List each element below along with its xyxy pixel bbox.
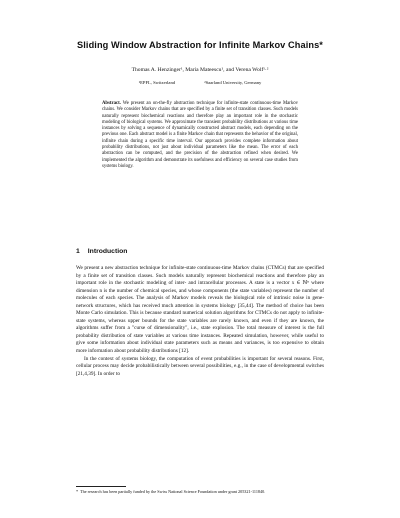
abstract-label: Abstract. <box>102 101 121 106</box>
paper-title: Sliding Window Abstraction for Infinite Markov Chains* <box>77 40 323 50</box>
affiliation-epfl: ¹EPFL, Switzerland <box>138 80 176 85</box>
body-paragraph: In the context of systems biology, the computation of event probabilities is important for several reasons. First, cellular process may decide probabilistically between several possibilities, e.g., in the case of developmental switches [21,4,39]. In order to <box>76 355 324 377</box>
footnote-rule <box>76 486 126 487</box>
affiliations <box>40 80 360 85</box>
abstract-text: We present an on-the-fly abstraction technique for infinite-state continuous-time Markov chains. We consider Markov chains that are specified by a finite set of transition classes. Such models naturally represent biochemical reactions and therefore play an important role in the stochastic modeling of biological systems. We approximate the transient probability distributions at various time instances by solving a sequence of dynamically constructed abstract models, each depending on the previous one. Each abstract model is a finite Markov chain that represents the behavior of the original, infinite chain during a specific time interval. Our approach provides complete information about probability distributions, not just about individual parameters like the mean. The error of each abstraction can be computed, and the precision of the abstraction refined when desired. We implemented the algorithm and demonstrate its usefulness and efficiency on several case studies from systems biology. <box>102 101 298 169</box>
abstract <box>102 101 298 170</box>
affiliation-saarland: ²Saarland University, Germany <box>204 80 262 85</box>
section-title: Introduction <box>87 248 128 255</box>
section-heading <box>76 248 326 255</box>
footnote-text: The research has been partially funded by the Swiss National Science Foundation under grant 205321-111840. <box>80 489 266 494</box>
section-body <box>76 265 324 378</box>
footnote-symbol: * <box>76 489 79 494</box>
author-list: Thomas A. Henzinger¹, Maria Mateescu¹, and Verena Wolf¹·² <box>131 67 269 73</box>
body-paragraph: We present a new abstraction technique for infinite-state continuous-time Markov chains (CTMCs) that are specified by a finite set of transition classes. Such models naturally represent biochemical reactions and therefore play an important role in the stochastic modeling of inter- and intracellular processes. A state is a vector x ∈ ℕⁿ where dimension n is the number of chemical species, and whose components (the state variables) represent the number of molecules of each species. The analysis of Markov models reveals the biological role of intrinsic noise in gene-network structures, which has received much attention in systems biology [35,44]. The method of choice has been Monte Carlo simulation. This is because standard numerical solution algorithms for CTMCs do not apply to infinite-state systems, whereas upper bounds for the state variables are rarely known, and even if they are known, the algorithms suffer from a "curse of dimensionality", i.e., state explosion. The total measure of interest is the full probability distribution of state variables at various time instances. Repeated simulation, however, while useful to give some information about individual state parameters such as means and variances, is too expensive to obtain more information about probability distributions [12]. <box>76 265 324 355</box>
section-number: 1 <box>76 248 80 255</box>
footnote <box>76 489 324 495</box>
